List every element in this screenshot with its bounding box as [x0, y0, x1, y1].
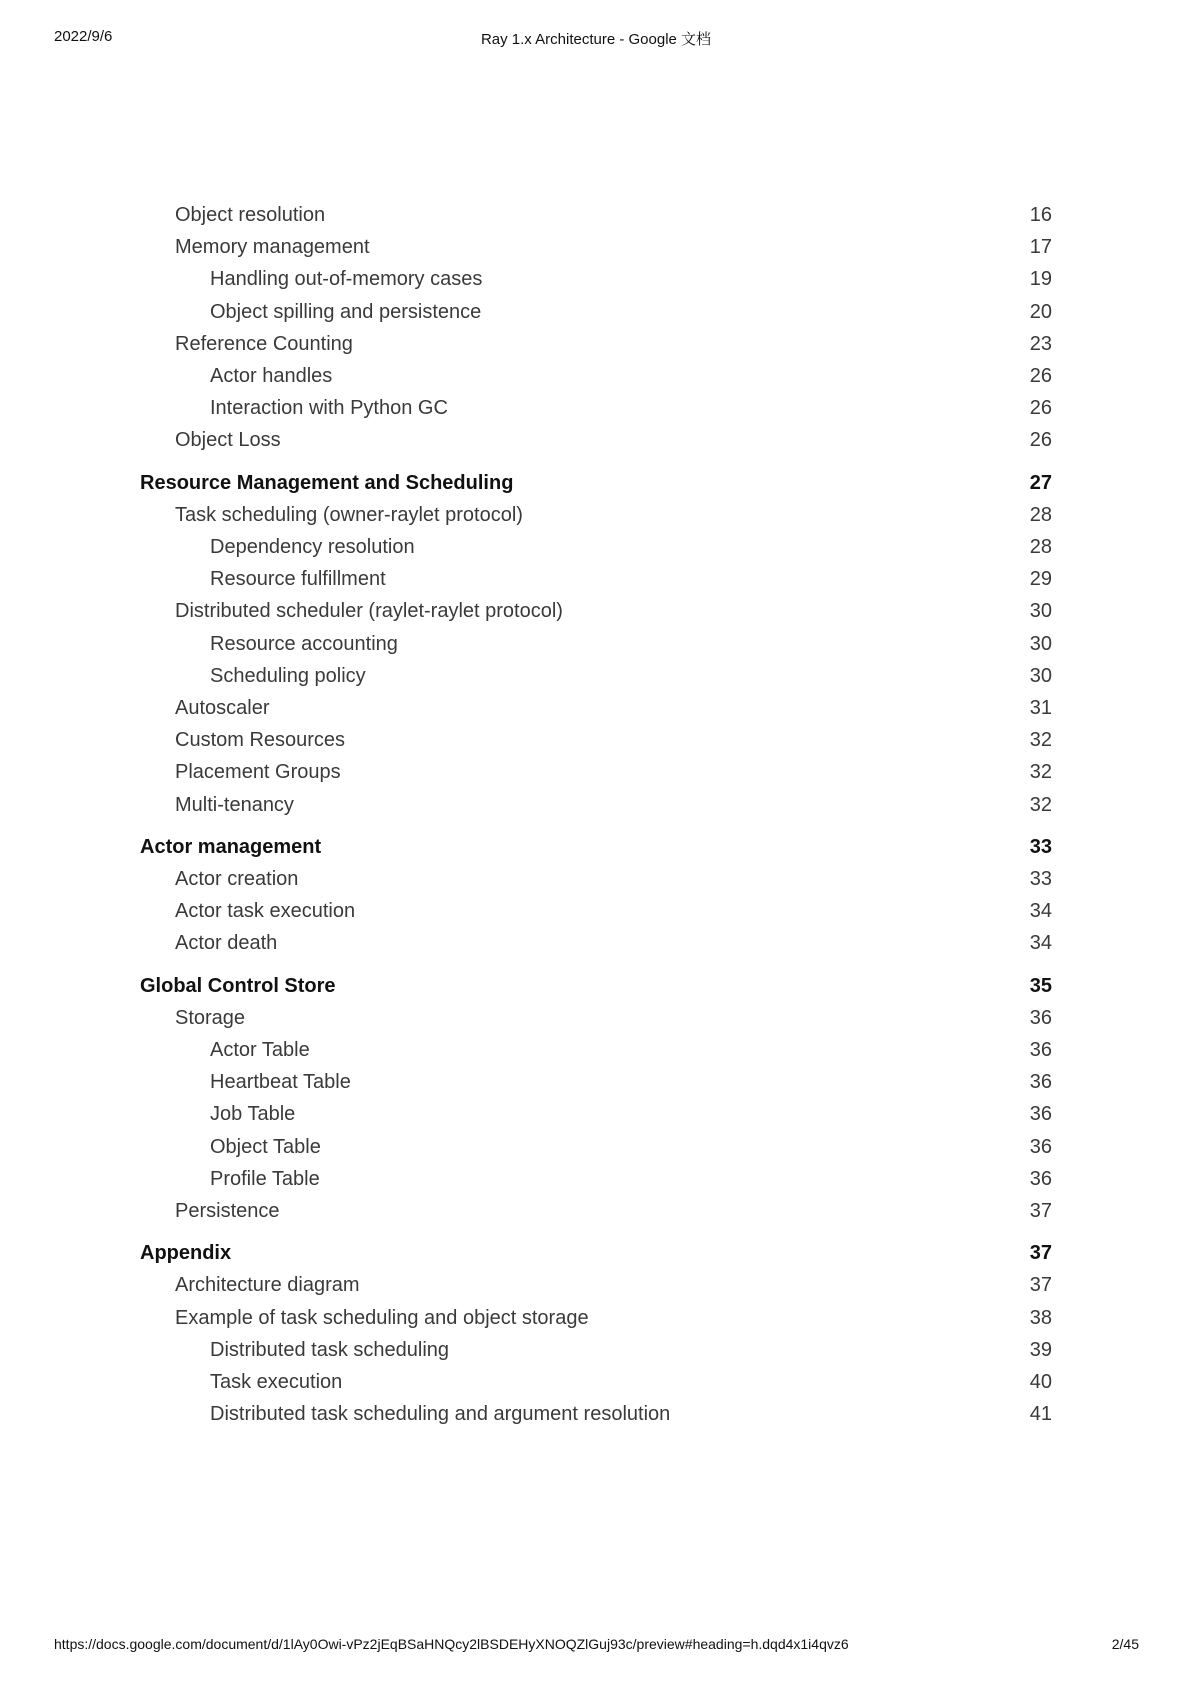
toc-entry-title[interactable]: Actor handles [210, 365, 333, 387]
toc-entry-page: 32 [1029, 793, 1052, 816]
toc-entry-title[interactable]: Handling out-of-memory cases [210, 268, 483, 291]
toc-entry-title[interactable]: Interaction with Python GC [210, 397, 448, 420]
toc-entry-page: 20 [1029, 300, 1052, 323]
toc-entry[interactable] [0, 693, 1192, 723]
toc-entry-page: 19 [1029, 268, 1052, 291]
print-header [0, 28, 1192, 50]
toc-entry-page: 39 [1029, 1338, 1052, 1361]
toc-entry[interactable] [0, 1132, 1192, 1162]
toc-entry-page: 36 [1029, 1167, 1052, 1190]
toc-entry[interactable] [0, 1303, 1192, 1333]
document-title: Ray 1.x Architecture - Google 文档 [480, 31, 712, 48]
toc-entry-title[interactable]: Actor death [175, 932, 278, 955]
toc-entry-page: 33 [1029, 868, 1052, 890]
toc-entry-page: 28 [1029, 536, 1052, 558]
toc-entry-title[interactable]: Actor Table [210, 1039, 310, 1061]
toc-entry[interactable] [0, 1367, 1192, 1397]
toc-entry-page: 26 [1029, 397, 1052, 420]
toc-entry-title[interactable]: Object Loss [175, 429, 281, 452]
toc-entry[interactable] [0, 1035, 1192, 1065]
toc-entry[interactable] [0, 832, 1192, 862]
toc-entry-title[interactable]: Task scheduling (owner-raylet protocol) [175, 503, 523, 526]
toc-entry-page: 17 [1029, 236, 1052, 259]
toc-entry[interactable] [0, 725, 1192, 755]
toc-entry-page: 36 [1029, 1135, 1052, 1158]
toc-entry[interactable] [0, 1335, 1192, 1365]
toc-entry[interactable] [0, 264, 1192, 294]
toc-entry[interactable] [0, 864, 1192, 894]
toc-entry[interactable] [0, 928, 1192, 958]
toc-entry-page: 32 [1029, 761, 1052, 784]
toc-entry-title[interactable]: Dependency resolution [210, 536, 415, 558]
toc-entry[interactable] [0, 757, 1192, 787]
toc-entry-page: 28 [1029, 503, 1052, 526]
toc-entry-title[interactable]: Architecture diagram [175, 1274, 360, 1297]
toc-entry-title[interactable]: Distributed task scheduling [210, 1338, 450, 1361]
toc-entry-page: 36 [1029, 1006, 1052, 1029]
toc-entry[interactable] [0, 329, 1192, 359]
print-date: 2022/9/6 [54, 28, 113, 45]
toc-entry-title[interactable]: Distributed task scheduling and argument resolution [210, 1403, 671, 1426]
toc-entry-title[interactable]: Task execution [210, 1371, 343, 1393]
toc-entry-page: 26 [1029, 429, 1052, 452]
toc-entry[interactable] [0, 200, 1192, 230]
toc-entry-page: 30 [1029, 600, 1052, 623]
toc-entry-title[interactable]: Heartbeat Table [210, 1071, 351, 1094]
toc-entry-title[interactable]: Profile Table [210, 1167, 320, 1190]
toc-entry[interactable] [0, 232, 1192, 262]
toc-entry[interactable] [0, 1270, 1192, 1300]
toc-entry[interactable] [0, 1099, 1192, 1129]
toc-entry-title[interactable]: Actor management [140, 835, 322, 858]
toc-entry[interactable] [0, 1399, 1192, 1429]
toc-entry[interactable] [0, 1164, 1192, 1194]
toc-entry-page: 32 [1029, 729, 1052, 752]
toc-entry-page: 36 [1029, 1071, 1052, 1094]
page-number: 2/45 [1111, 1636, 1139, 1652]
toc-entry-title[interactable]: Appendix [140, 1242, 232, 1265]
toc-entry-page: 36 [1029, 1039, 1052, 1061]
toc-entry[interactable] [0, 425, 1192, 455]
toc-entry-page: 37 [1029, 1200, 1052, 1222]
toc-entry-title[interactable]: Storage [175, 1006, 246, 1029]
toc-entry-page: 37 [1029, 1274, 1052, 1297]
toc-entry-page: 34 [1029, 932, 1052, 955]
toc-entry-title[interactable]: Actor creation [175, 868, 299, 890]
toc-entry[interactable] [0, 971, 1192, 1001]
toc-entry-page: 30 [1029, 632, 1052, 655]
toc-entry-title[interactable]: Multi-tenancy [175, 793, 294, 816]
toc-entry-title[interactable]: Distributed scheduler (raylet-raylet protocol) [175, 600, 563, 623]
toc-entry[interactable] [0, 393, 1192, 423]
toc-entry-title[interactable]: Object Table [210, 1135, 321, 1158]
toc-entry[interactable] [0, 790, 1192, 820]
toc-entry-page: 37 [1029, 1242, 1052, 1265]
toc-entry[interactable] [0, 896, 1192, 926]
toc-entry[interactable] [0, 1003, 1192, 1033]
toc-entry-title[interactable]: Memory management [175, 236, 370, 259]
toc-entry-page: 29 [1029, 568, 1052, 591]
print-footer [0, 1636, 1192, 1658]
toc-entry[interactable] [0, 1238, 1192, 1268]
toc-entry[interactable] [0, 297, 1192, 327]
toc-entry-page: 35 [1029, 974, 1052, 997]
toc-entry-title[interactable]: Custom Resources [175, 729, 346, 752]
toc-entry-title[interactable]: Job Table [210, 1103, 296, 1126]
toc-entry[interactable] [0, 629, 1192, 659]
toc-entry-page: 40 [1029, 1371, 1052, 1393]
toc-entry-title[interactable]: Resource fulfillment [210, 568, 386, 591]
toc-entry-title[interactable]: Object resolution [175, 204, 326, 226]
toc-entry-page: 33 [1029, 835, 1052, 858]
toc-entry-title[interactable]: Object spilling and persistence [210, 300, 482, 323]
toc-entry-title[interactable]: Global Control Store [140, 974, 336, 997]
toc-entry[interactable] [0, 1067, 1192, 1097]
toc-entry-page: 30 [1029, 664, 1052, 687]
toc-entry[interactable] [0, 661, 1192, 691]
document-url: https://docs.google.com/document/d/1lAy0Owi-vPz2jEqBSaHNQcy2lBSDEHyXNOQZlGuj93c/preview#heading=h.dqd4x1i4qvz6 [54, 1636, 849, 1652]
toc-entry[interactable] [0, 468, 1192, 498]
toc-entry[interactable] [0, 500, 1192, 530]
toc-entry[interactable] [0, 1196, 1192, 1226]
toc-entry-title[interactable]: Autoscaler [175, 697, 270, 719]
toc-entry-page: 38 [1029, 1306, 1052, 1329]
toc-entry-page: 34 [1029, 900, 1052, 923]
toc-entry[interactable] [0, 564, 1192, 594]
toc-entry-page: 41 [1029, 1403, 1052, 1426]
toc-entry-page: 23 [1029, 332, 1052, 355]
toc-entry[interactable] [0, 596, 1192, 626]
toc-entry-page: 16 [1029, 204, 1052, 226]
toc-entry-page: 31 [1029, 697, 1052, 719]
toc-entry-title[interactable]: Reference Counting [175, 332, 353, 355]
toc-entry-title[interactable]: Resource accounting [210, 632, 398, 655]
toc-entry-page: 27 [1029, 471, 1052, 494]
toc-entry-title[interactable]: Placement Groups [175, 761, 341, 784]
toc-entry[interactable] [0, 361, 1192, 391]
toc-entry-page: 36 [1029, 1103, 1052, 1126]
toc-entry[interactable] [0, 532, 1192, 562]
toc-entry-title[interactable]: Example of task scheduling and object storage [175, 1306, 589, 1329]
toc-entry-title[interactable]: Actor task execution [175, 900, 356, 923]
toc-entry-title[interactable]: Scheduling policy [210, 664, 366, 687]
toc-entry-title[interactable]: Persistence [175, 1200, 280, 1222]
toc-entry-page: 26 [1029, 365, 1052, 387]
toc-entry-title[interactable]: Resource Management and Scheduling [140, 471, 514, 494]
